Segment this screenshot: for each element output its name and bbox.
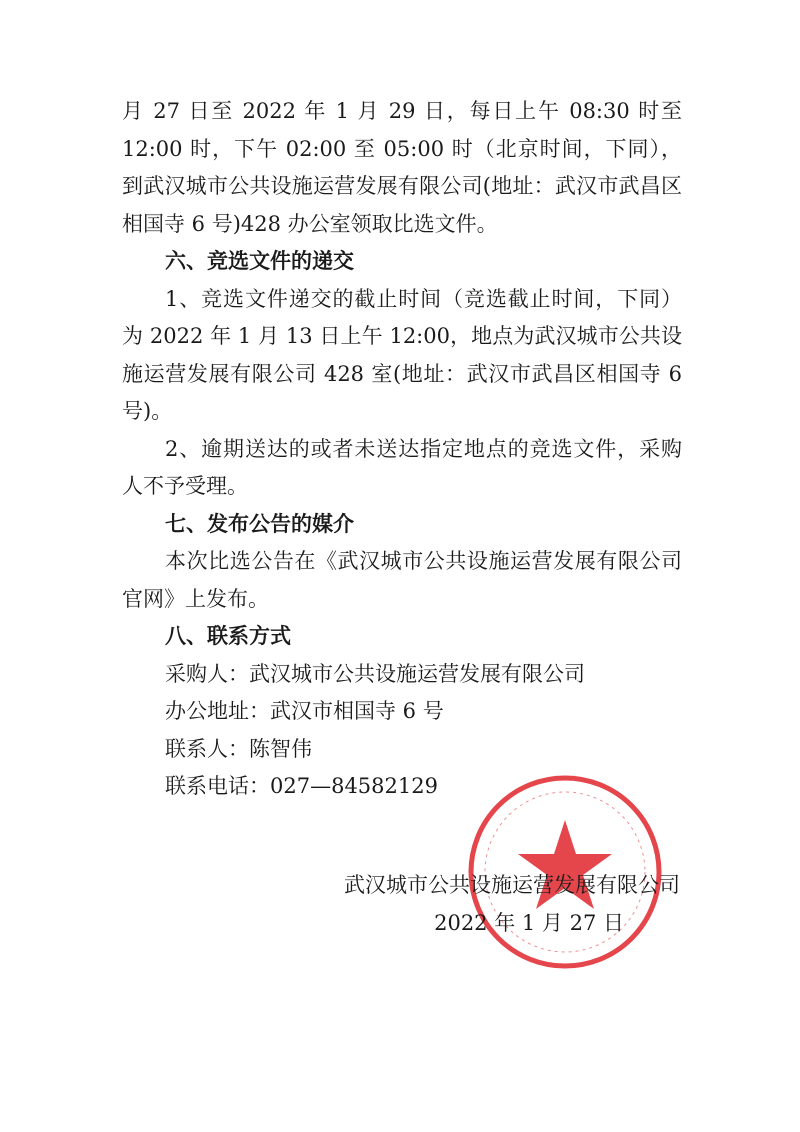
signature-company: 武汉城市公共设施运营发展有限公司: [344, 873, 680, 897]
document-body: [122, 93, 682, 806]
contact-buyer: 采购人：武汉城市公共设施运营发展有限公司: [165, 661, 585, 686]
paragraph: 本次比选公告在《武汉城市公共设施运营发展有限公司官网》上发布。: [122, 549, 682, 611]
section-heading: 七、发布公告的媒介: [165, 511, 354, 536]
section-heading: 八、联系方式: [165, 624, 291, 648]
paragraph: 月 27 日至 2022 年 1 月 29 日，每日上午 08:30 时至 12:00 时，下午 02:00 至 05:00 时（北京时间，下同），到武汉城市公共设施运营发展有限公司(地址：武汉市武昌区相国寺 6 号)428 办公室领取比选文件。: [122, 99, 682, 236]
contact-phone: 联系电话：027—84582129: [165, 774, 438, 798]
paragraph: 2、逾期送达的或者未送达指定地点的竞选文件，采购人不予受理。: [122, 436, 682, 498]
paragraph: 1、竞选文件递交的截止时间（竞选截止时间，下同）为 2022 年 1 月 13 日上午 12:00，地点为武汉城市公共设施运营发展有限公司 428 室(地址：武汉市武昌区相国寺 6 号)。: [122, 286, 682, 423]
contact-address: 办公地址：武汉市相国寺 6 号: [165, 699, 444, 723]
signature-block: [335, 867, 680, 942]
signature-date: 2022 年 1 月 27 日: [434, 910, 624, 935]
contact-person: 联系人：陈智伟: [165, 736, 312, 761]
section-heading: 六、竞选文件的递交: [165, 249, 354, 273]
